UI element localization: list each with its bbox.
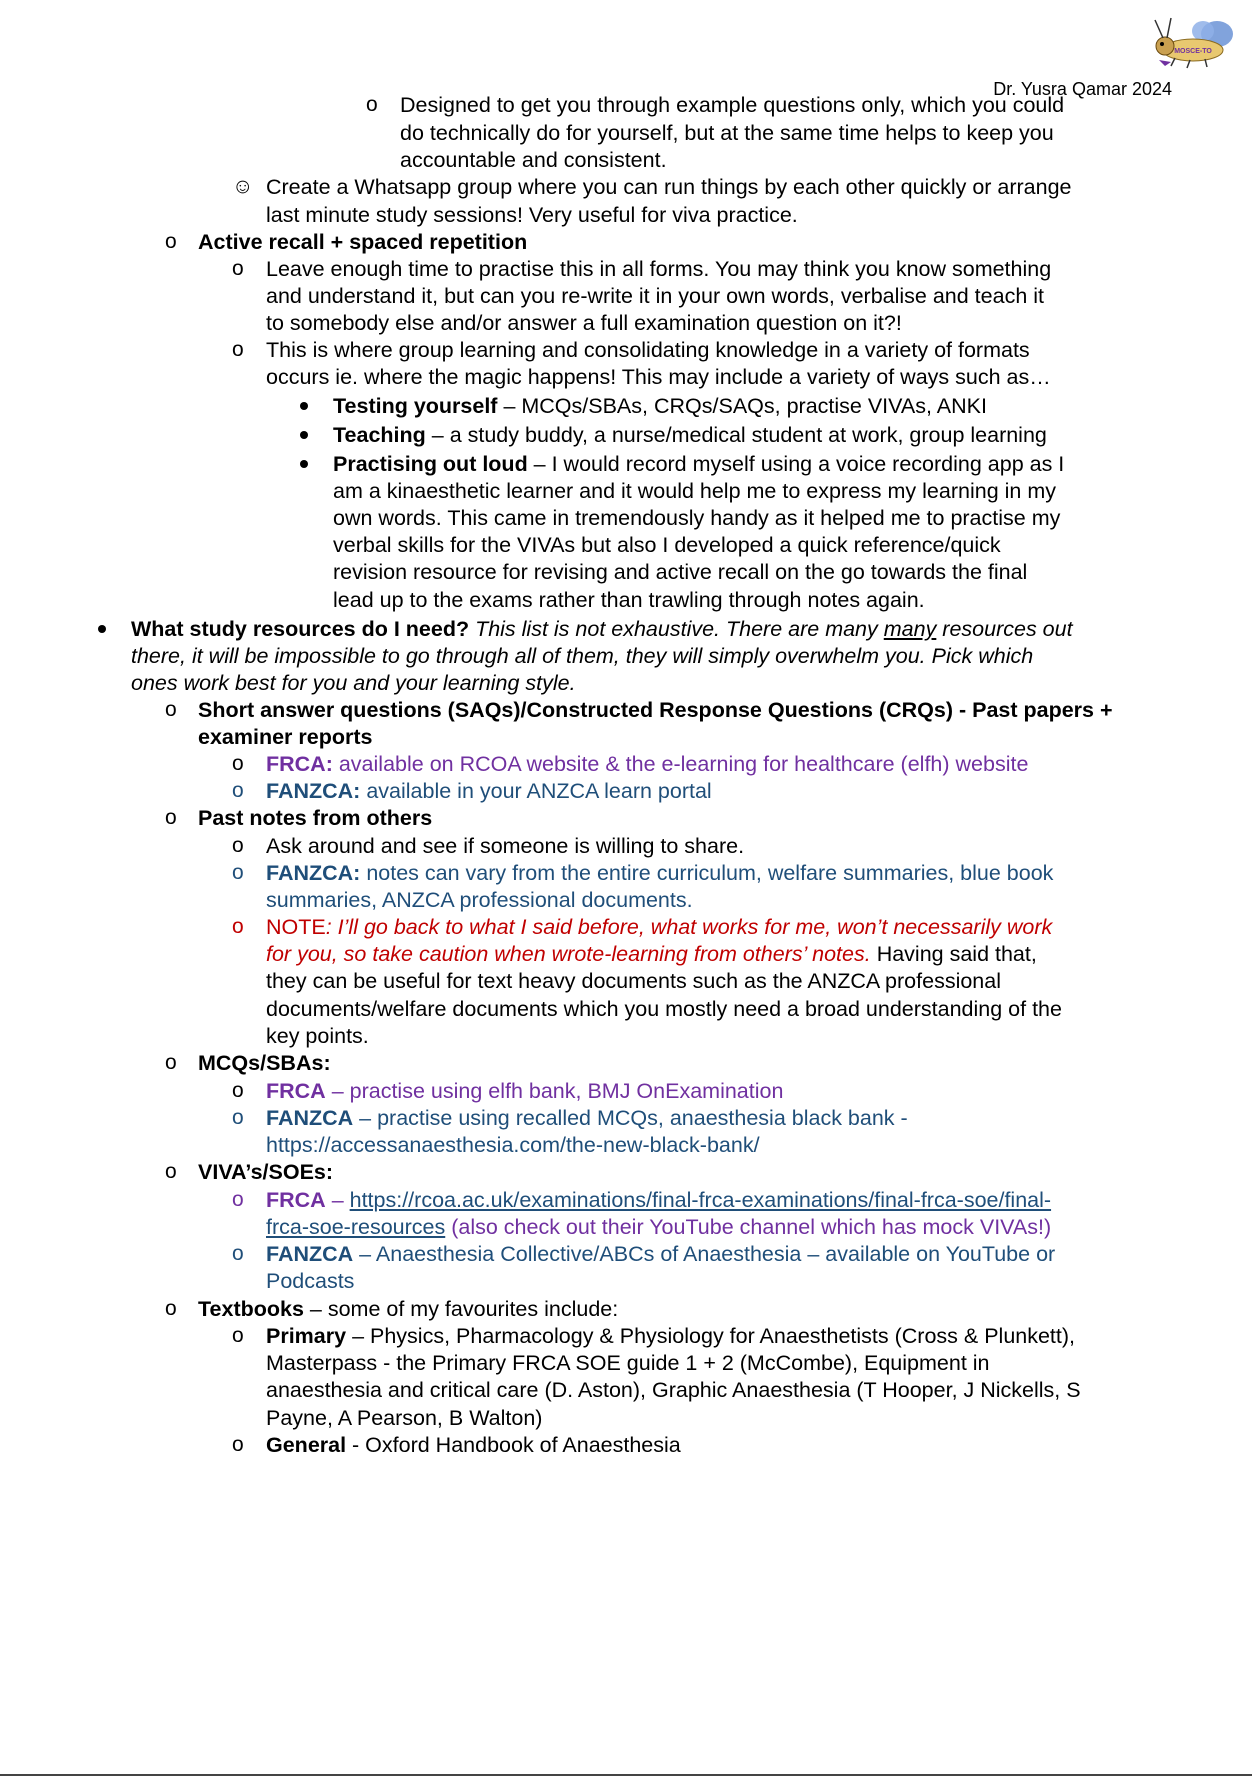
- bullet-circle: o: [232, 1106, 244, 1129]
- bullet-circle: o: [232, 915, 244, 938]
- bullet-dot: [300, 460, 308, 468]
- text-line: verbal skills for the VIVAs but also I developed a quick reference/quick: [333, 533, 1001, 557]
- text-line: FANZCA: available in your ANZCA learn portal: [266, 779, 712, 803]
- text-line: Leave enough time to practise this in all forms. You may think you know something: [266, 257, 1052, 281]
- text-line: Practising out loud – I would record myself using a voice recording app as I: [333, 452, 1065, 476]
- text-line: Designed to get you through example questions only, which you could: [400, 93, 1065, 117]
- text-line: lead up to the exams rather than trawling through notes again.: [333, 588, 925, 612]
- text-line: FRCA: available on RCOA website & the e-learning for healthcare (elfh) website: [266, 752, 1029, 776]
- bullet-circle: o: [232, 1188, 244, 1211]
- bullet-dot: [300, 431, 308, 439]
- bullet-circle: o: [232, 1324, 244, 1347]
- text-line: General - Oxford Handbook of Anaesthesia: [266, 1433, 681, 1457]
- bullet-circle: o: [165, 698, 177, 721]
- text-line: for you, so take caution when wrote-learning from others’ notes. Having said that,: [266, 942, 1037, 966]
- text-line: FANZCA – Anaesthesia Collective/ABCs of Anaesthesia – available on YouTube or: [266, 1242, 1056, 1266]
- text-line: occurs ie. where the magic happens! This may include a variety of ways such as…: [266, 365, 1051, 389]
- logo-text: MOSCE-TO: [1174, 48, 1212, 55]
- bullet-circle: o: [232, 1242, 244, 1265]
- section-heading: examiner reports: [198, 725, 373, 749]
- bullet-circle: o: [232, 861, 244, 884]
- bullet-circle: o: [232, 338, 244, 361]
- section-heading: MCQs/SBAs:: [198, 1051, 331, 1075]
- section-heading: Active recall + spaced repetition: [198, 230, 528, 254]
- bullet-dot: [300, 402, 308, 410]
- text-line: Teaching – a study buddy, a nurse/medical student at work, group learning: [333, 423, 1047, 447]
- bullet-circle: o: [232, 1079, 244, 1102]
- text-line: ones work best for you and your learning style.: [131, 671, 576, 695]
- bullet-circle: o: [232, 752, 244, 775]
- bullet-circle: o: [165, 1297, 177, 1320]
- text-line: FANZCA – practise using recalled MCQs, anaesthesia black bank -: [266, 1106, 908, 1130]
- bullet-circle: o: [165, 1051, 177, 1074]
- text-line: key points.: [266, 1024, 369, 1048]
- text-line: FRCA – https://rcoa.ac.uk/examinations/final-frca-examinations/final-frca-soe/final-: [266, 1188, 1052, 1212]
- text-line: revision resource for revising and active recall on the go towards the final: [333, 560, 1028, 584]
- link-text: https://accessanaesthesia.com/the-new-black-bank/: [266, 1133, 760, 1157]
- text-line: FANZCA: notes can vary from the entire curriculum, welfare summaries, blue book: [266, 861, 1054, 885]
- text-line: Podcasts: [266, 1269, 355, 1293]
- text-line: Payne, A Pearson, B Walton): [266, 1406, 543, 1430]
- text-line: and understand it, but can you re-write it in your own words, verbalise and teach it: [266, 284, 1044, 308]
- text-line: there, it will be impossible to go through all of them, they will simply overwhelm you. Pick which: [131, 644, 1034, 668]
- text-line: do technically do for yourself, but at the same time helps to keep you: [400, 121, 1054, 145]
- text-line: to somebody else and/or answer a full examination question on it?!: [266, 311, 902, 335]
- text-line: last minute study sessions! Very useful for viva practice.: [266, 203, 798, 227]
- bullet-circle: o: [232, 779, 244, 802]
- bullet-dot: [98, 625, 106, 633]
- bullet-circle: o: [165, 806, 177, 829]
- text-line: anaesthesia and critical care (D. Aston), Graphic Anaesthesia (T Hooper, J Nickells, S: [266, 1378, 1081, 1402]
- bullet-circle: o: [232, 257, 244, 280]
- text-line: am a kinaesthetic learner and it would help me to express my learning in my: [333, 479, 1056, 503]
- text-line: frca-soe-resources (also check out their YouTube channel which has mock VIVAs!): [266, 1215, 1052, 1239]
- text-line: documents/welfare documents which you mostly need a broad understanding of the: [266, 997, 1062, 1021]
- text-line: Create a Whatsapp group where you can run things by each other quickly or arrange: [266, 175, 1072, 199]
- bullet-circle: o: [165, 1160, 177, 1183]
- text-line: Masterpass - the Primary FRCA SOE guide 1 + 2 (McCombe), Equipment in: [266, 1351, 990, 1375]
- section-heading: Textbooks – some of my favourites include:: [198, 1297, 619, 1321]
- text-line: This is where group learning and consolidating knowledge in a variety of formats: [266, 338, 1030, 362]
- smiley-icon: ☺: [232, 175, 254, 198]
- rcoa-link[interactable]: frca-soe-resources: [266, 1215, 446, 1239]
- text-line: Primary – Physics, Pharmacology & Physiology for Anaesthetists (Cross & Plunkett),: [266, 1324, 1076, 1348]
- text-line: accountable and consistent.: [400, 148, 667, 172]
- mosce-logo: [1145, 12, 1240, 72]
- section-heading: Short answer questions (SAQs)/Constructed Response Questions (CRQs) - Past papers +: [198, 698, 1113, 722]
- bullet-circle: o: [232, 1433, 244, 1456]
- text-line: summaries, ANZCA professional documents.: [266, 888, 693, 912]
- text-line: FRCA – practise using elfh bank, BMJ OnExamination: [266, 1079, 784, 1103]
- text-line: they can be useful for text heavy documents such as the ANZCA professional: [266, 969, 1001, 993]
- bullet-circle: o: [165, 230, 177, 253]
- text-line: own words. This came in tremendously handy as it helped me to practise my: [333, 506, 1061, 530]
- text-line: What study resources do I need? This list is not exhaustive. There are many many resources out: [131, 617, 1073, 641]
- section-heading: VIVA’s/SOEs:: [198, 1160, 334, 1184]
- bullet-circle: o: [366, 93, 378, 116]
- section-heading: Past notes from others: [198, 806, 433, 830]
- text-line: Testing yourself – MCQs/SBAs, CRQs/SAQs, practise VIVAs, ANKI: [333, 394, 987, 418]
- text-line: NOTE: I’ll go back to what I said before, what works for me, won’t necessarily work: [266, 915, 1053, 939]
- bullet-circle: o: [232, 834, 244, 857]
- rcoa-link[interactable]: https://rcoa.ac.uk/examinations/final-frca-examinations/final-frca-soe/final-: [349, 1188, 1052, 1212]
- text-line: Ask around and see if someone is willing to share.: [266, 834, 745, 858]
- author-header: Dr. Yusra Qamar 2024: [993, 79, 1172, 99]
